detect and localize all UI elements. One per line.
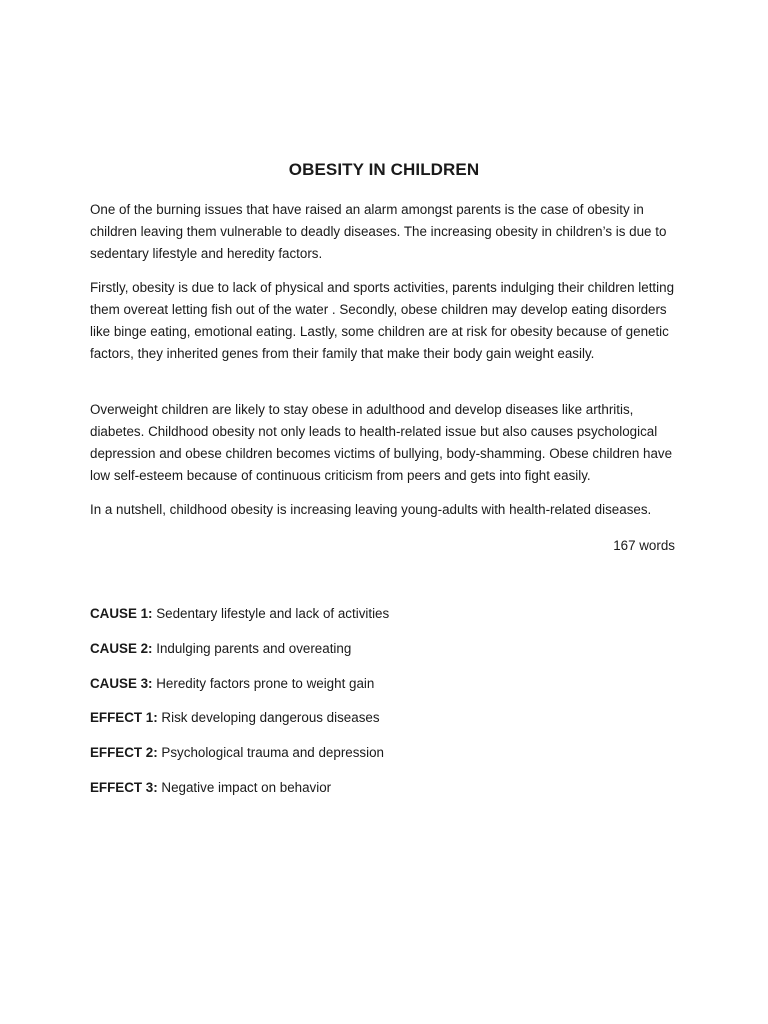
list-item-label: EFFECT 1: bbox=[90, 710, 158, 725]
list-item-text: Negative impact on behavior bbox=[157, 780, 332, 795]
list-item-text: Risk developing dangerous diseases bbox=[157, 710, 380, 725]
list-item-text: Psychological trauma and depression bbox=[157, 745, 384, 760]
paragraph-causes: Firstly, obesity is due to lack of physical and sports activities, parents indulging their children letting them overeat letting fish out of the water . Secondly, obese children may develop eating disorders like binge eating, emotional eating. Lastly, some children are at risk for obesity because of genetic factors, they inherited genes from their family that make their body gain weight easily. bbox=[90, 280, 675, 361]
paragraph-introduction: One of the burning issues that have raised an alarm amongst parents is the case of obesity in children leaving them vulnerable to deadly diseases. The increasing obesity in children’s is due to sedentary lifestyle and heredity factors. bbox=[90, 202, 667, 261]
word-count: 167 words bbox=[613, 538, 675, 553]
list-item-text: Indulging parents and overeating bbox=[152, 641, 352, 656]
list-item-effect-2 bbox=[90, 742, 384, 764]
list-item-cause-3 bbox=[90, 673, 374, 695]
list-item-cause-1 bbox=[90, 603, 389, 625]
document-title: OBESITY IN CHILDREN bbox=[288, 160, 480, 179]
list-item-effect-3 bbox=[90, 777, 331, 799]
list-item-label: CAUSE 1: bbox=[90, 606, 153, 621]
list-item-effect-1 bbox=[90, 707, 380, 729]
list-item-cause-2 bbox=[90, 638, 351, 660]
paragraph-conclusion: In a nutshell, childhood obesity is increasing leaving young-adults with health-related diseases. bbox=[90, 502, 652, 517]
list-item-label: EFFECT 2: bbox=[90, 745, 158, 760]
paragraph-effects: Overweight children are likely to stay obese in adulthood and develop diseases like arthritis, diabetes. Childhood obesity not only leads to health-related issue but also causes psychological depression and obese children becomes victims of bullying, body-shamming. Obese children have low self-esteem because of continuous criticism from peers and gets into fight easily. bbox=[90, 402, 673, 483]
list-item-text: Sedentary lifestyle and lack of activities bbox=[152, 606, 390, 621]
list-item-text: Heredity factors prone to weight gain bbox=[152, 676, 375, 691]
list-item-label: EFFECT 3: bbox=[90, 780, 158, 795]
list-item-label: CAUSE 3: bbox=[90, 676, 153, 691]
list-item-label: CAUSE 2: bbox=[90, 641, 153, 656]
